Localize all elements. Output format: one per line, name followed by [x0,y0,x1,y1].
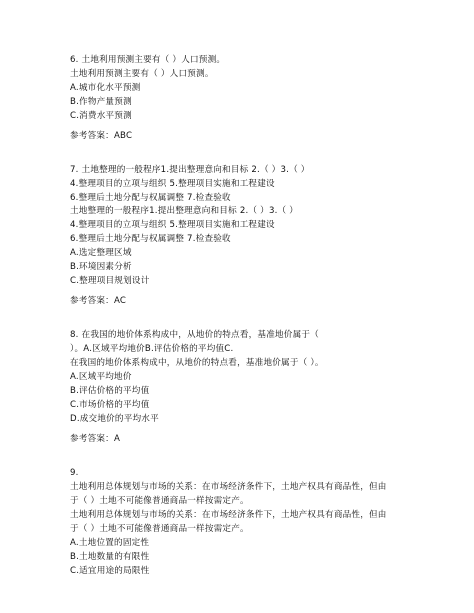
q6-option-c: C.消费水平预测 [70,111,132,121]
q7-answer: 参考答案：AC [70,296,127,306]
q9-stem-3: 土地利用总体规划与市场的关系：在市场经济条件下，土地产权具有商品性，但由 [70,510,387,520]
q8-option-c: C.市场价格的平均值 [70,400,150,410]
q6-option-a: A.城市化水平预测 [70,83,141,93]
q9-option-c: C.适宜用途的局限性 [70,566,150,576]
q7-option-a: A.选定整理区域 [70,248,132,258]
q8-option-b: B.评估价格的平均值 [70,386,150,396]
q6-answer: 参考答案：ABC [70,131,133,141]
q9-stem-2: 于（ ）土地不可能像普通商品一样按需定产。 [70,496,249,506]
q8-stem: 在我国的地价体系构成中，从地价的特点看，基准地价属于（ ）。 [70,358,324,368]
q9-stem-1: 土地利用总体规划与市场的关系：在市场经济条件下，土地产权具有商品性，但由 [70,482,387,492]
q8-title-cont: ）。A.区域平均地价B.评估价格的平均值C. [70,344,234,354]
q8-option-a: A.区域平均地价 [70,372,132,382]
q9-title: 9. [70,468,79,478]
q7-option-b: B.环境因素分析 [70,262,132,272]
q7-title: 7. 土地整理的一般程序1.提出整理意向和目标 2.（ ）3.（ ） [70,165,310,175]
q9-option-a: A.土地位置的固定性 [70,538,150,548]
q7-option-c: C.整理项目规划设计 [70,276,150,286]
q8-answer: 参考答案：A [70,434,121,444]
q9-option-b: B.土地数量的有限性 [70,552,150,562]
q8-option-d: D.成交地价的平均水平 [70,414,159,424]
q9-stem-4: 于（ ）土地不可能像普通商品一样按需定产。 [70,524,249,534]
q7-stem-2: 4.整理项目的立项与组织 5.整理项目实施和工程建设 [70,220,275,230]
q7-title-cont-1: 4.整理项目的立项与组织 5.整理项目实施和工程建设 [70,179,275,189]
q6-title: 6. 土地利用预测主要有（ ）人口预测。 [70,55,226,65]
q6-option-b: B.作物产量预测 [70,97,132,107]
q7-title-cont-2: 6.整理后土地分配与权属调整 7.检查验收 [70,193,231,203]
q7-stem-3: 6.整理后土地分配与权属调整 7.检查验收 [70,234,231,244]
q7-stem-1: 土地整理的一般程序1.提出整理意向和目标 2.（ ）3.（ ） [70,206,299,216]
q6-stem: 土地利用预测主要有（ ）人口预测。 [70,69,214,79]
q8-title: 8. 在我国的地价体系构成中，从地价的特点看，基准地价属于（ [70,330,319,340]
